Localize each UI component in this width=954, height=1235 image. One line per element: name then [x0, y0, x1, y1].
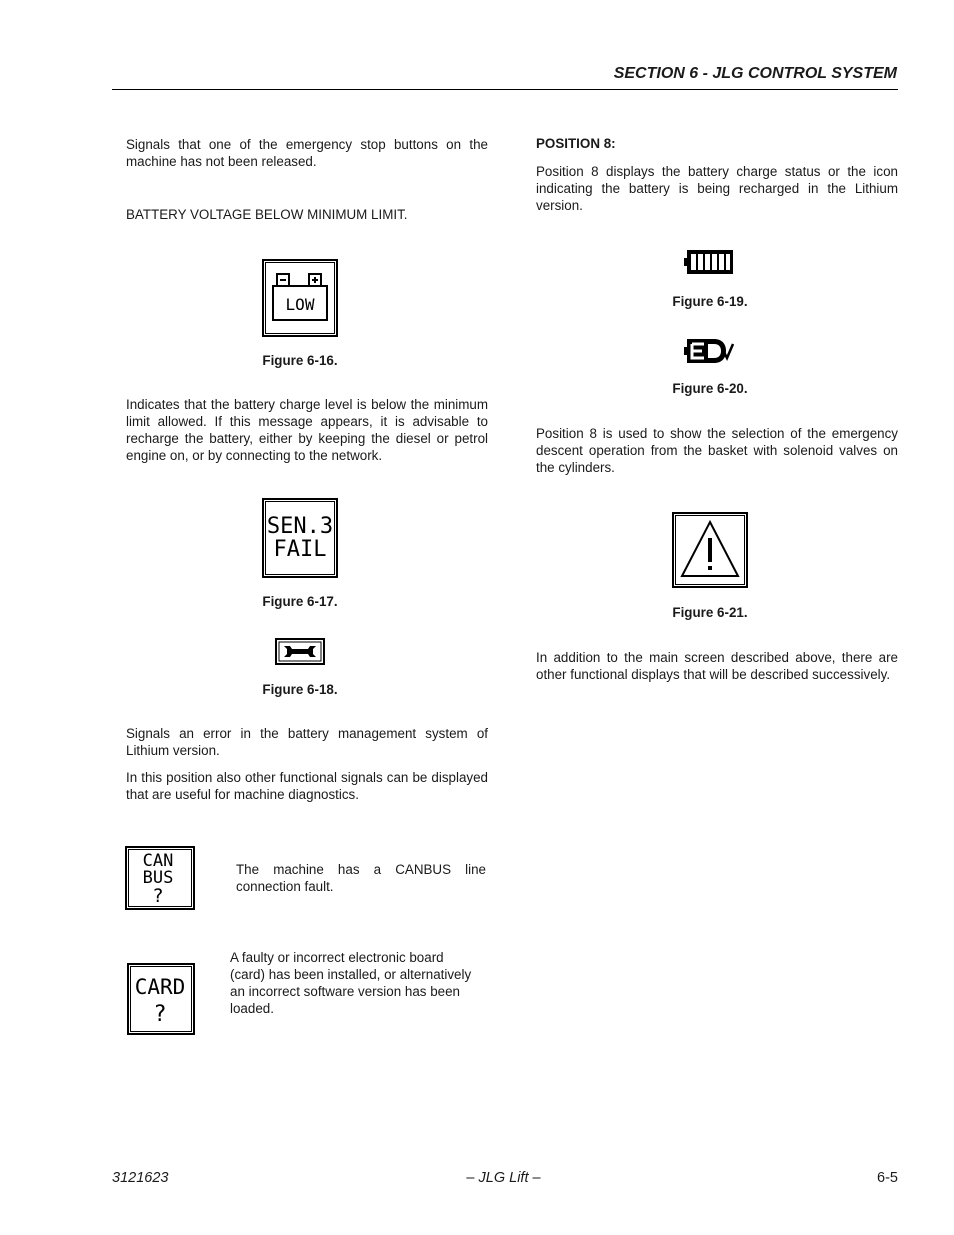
card-fault-icon — [127, 963, 195, 1035]
diagnostics-paragraph: In this position also other functional signals can be displayed that are useful for machine diagnostics. — [126, 770, 488, 802]
sensor-fail-line1: SEN.3 — [266, 514, 334, 539]
section-title: SECTION 6 - JLG CONTROL SYSTEM — [613, 65, 897, 82]
canbus-line2: BUS — [142, 868, 174, 888]
canbus-fault-text: The machine has a CANBUS line connection fault. — [236, 862, 486, 894]
canbus-line3: ? — [152, 885, 164, 907]
figure-6-17-caption: Figure 6-17. — [262, 594, 338, 609]
figure-6-19-caption: Figure 6-19. — [672, 294, 748, 309]
canbus-fault-icon — [125, 846, 195, 910]
sensor-fail-icon — [262, 498, 338, 578]
footer-doc-number: 3121623 — [112, 1170, 169, 1186]
wrench-icon — [275, 638, 325, 665]
figure-6-16-caption: Figure 6-16. — [262, 353, 338, 368]
figure-6-18-caption: Figure 6-18. — [262, 682, 338, 697]
functional-displays-paragraph: In addition to the main screen described above, there are other functional displays that will be described successively. — [536, 650, 898, 682]
sensor-fail-line2: FAIL — [273, 537, 327, 562]
battery-voltage-heading: BATTERY VOLTAGE BELOW MINIMUM LIMIT. — [126, 207, 408, 222]
footer-page-number: 6-5 — [877, 1170, 898, 1186]
card-line2: ? — [153, 1002, 167, 1027]
emergency-stop-paragraph: Signals that one of the emergency stop buttons on the machine has not been released. — [126, 137, 488, 169]
battery-low-paragraph: Indicates that the battery charge level is below the minimum limit allowed. If this message appears, it is advisable to recharge the battery, either by keeping the diesel or petrol engine on, or by connecting to the network. — [126, 397, 488, 463]
figure-6-21-caption: Figure 6-21. — [672, 605, 748, 620]
card-fault-text: A faulty or incorrect electronic board (card) has been installed, or alternatively an incorrect software version has been loaded. — [230, 950, 472, 1016]
position-8-paragraph: Position 8 displays the battery charge status or the icon indicating the battery is being recharged in the Lithium version. — [536, 164, 898, 213]
canbus-line1: CAN — [142, 851, 174, 871]
bms-error-paragraph: Signals an error in the battery management system of Lithium version. — [126, 726, 488, 758]
battery-recharging-icon — [684, 338, 734, 364]
card-line1: CARD — [134, 975, 186, 999]
battery-low-icon — [262, 259, 338, 337]
figure-6-20-caption: Figure 6-20. — [672, 381, 748, 396]
footer-center: – JLG Lift – — [466, 1170, 541, 1186]
battery-charge-bar-icon — [684, 249, 734, 275]
battery-low-label: LOW — [285, 295, 315, 314]
emergency-descent-paragraph: Position 8 is used to show the selection of the emergency descent operation from the basket with solenoid valves on the cylinders. — [536, 426, 898, 475]
warning-triangle-icon — [672, 512, 748, 588]
position-8-heading: POSITION 8: — [536, 136, 616, 151]
header-rule — [112, 89, 898, 90]
